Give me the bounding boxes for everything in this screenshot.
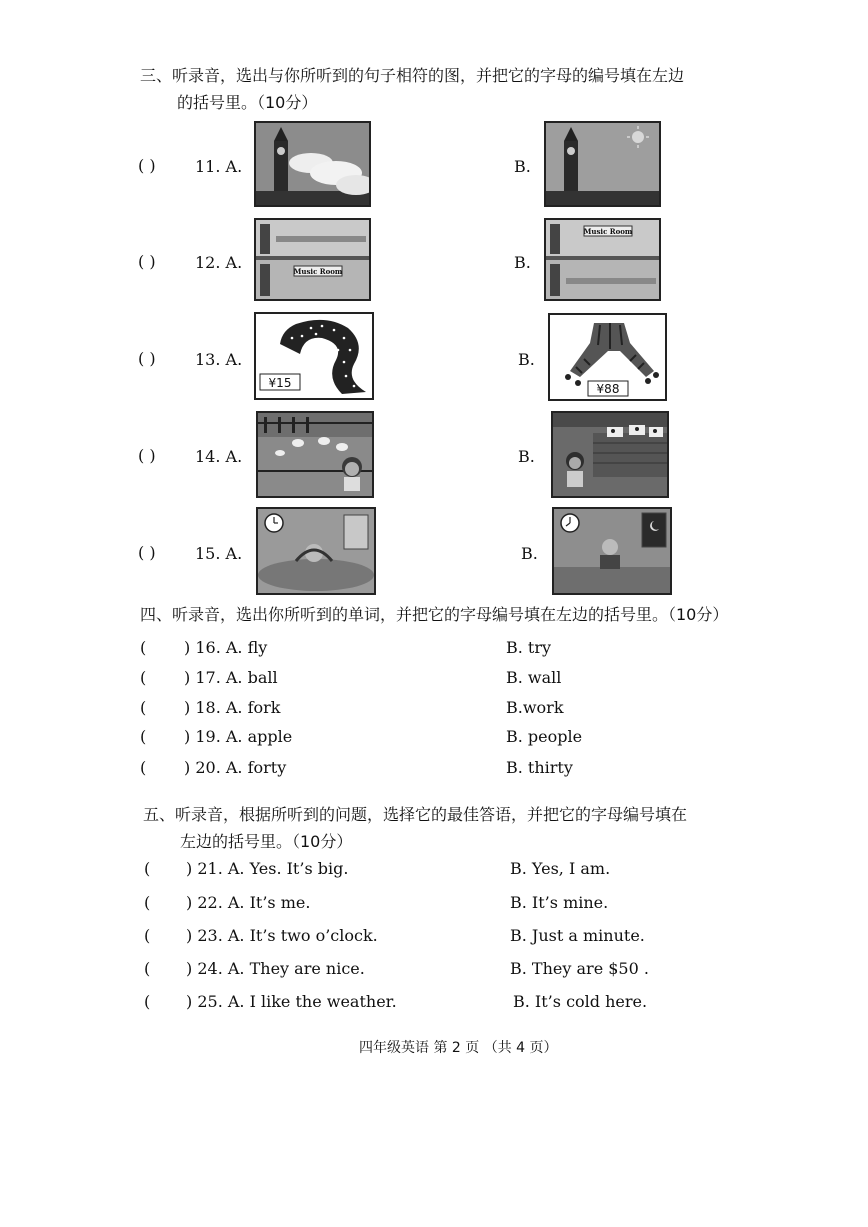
answer-blank-15[interactable]: ( ) — [138, 543, 156, 562]
question-25: ) 25. A. I like the weather. — [186, 992, 397, 1011]
question-19: ) 19. A. apple — [184, 727, 293, 746]
picture-12a-music-room-first-floor — [254, 218, 371, 301]
answer-blank-25[interactable]: ( — [144, 992, 151, 1011]
section-3-title-line2: 的括号里。（10分） — [177, 93, 318, 112]
question-number-15: 15. A. — [195, 544, 243, 563]
option-b-16: B. try — [506, 638, 552, 657]
answer-blank-22[interactable]: ( — [144, 893, 151, 912]
picture-15a-boy-waking-morning — [256, 507, 376, 595]
question-22: ) 22. A. It’s me. — [186, 893, 311, 912]
answer-blank-11[interactable]: ( ) — [138, 156, 156, 175]
option-b-18: B.work — [506, 698, 564, 717]
question-17: ) 17. A. ball — [184, 668, 278, 687]
option-b-21: B. Yes, I am. — [510, 859, 611, 878]
big-ben-cloudy-illustration — [256, 123, 369, 205]
option-b-label-12: B. — [514, 253, 531, 272]
picture-14b-girl-with-cows — [551, 411, 669, 498]
answer-blank-16[interactable]: ( — [140, 638, 147, 657]
option-b-19: B. people — [506, 727, 583, 746]
section-5-title-line2: 左边的括号里。（10分） — [180, 832, 353, 851]
answer-blank-14[interactable]: ( ) — [138, 446, 156, 465]
picture-13a-dotted-scarf — [254, 312, 374, 400]
question-number-12: 12. A. — [195, 253, 243, 272]
answer-blank-18[interactable]: ( — [140, 698, 147, 717]
music-room-sign-a: Music Room — [293, 267, 343, 276]
section-4-heading — [140, 601, 728, 628]
bedroom-night-illustration — [554, 509, 670, 593]
option-b-24: B. They are $50 . — [510, 959, 649, 978]
picture-12b-music-room-second-floor — [544, 218, 661, 301]
picture-13b-striped-scarf — [548, 313, 667, 401]
question-20: ) 20. A. forty — [184, 758, 287, 777]
bedroom-morning-illustration — [258, 509, 374, 593]
question-23: ) 23. A. It’s two o’clock. — [186, 926, 378, 945]
building-floors-illustration — [546, 220, 659, 299]
farm-cows-illustration — [553, 413, 667, 496]
option-b-label-11: B. — [514, 157, 531, 176]
building-floors-illustration — [256, 220, 369, 299]
question-number-11: 11. A. — [195, 157, 243, 176]
big-ben-sunny-illustration — [546, 123, 659, 205]
picture-11b-big-ben-sunny — [544, 121, 661, 207]
option-b-17: B. wall — [506, 668, 562, 687]
answer-blank-21[interactable]: ( — [144, 859, 151, 878]
section-5-title-line1: 五、听录音，根据所听到的问题，选择它的最佳答语，并把它的字母编号填在 — [143, 805, 688, 824]
section-3-title-line1: 三、听录音，选出与你所听到的句子相符的图，并把它的字母的编号填在左边 — [140, 66, 685, 85]
section-3-heading — [140, 62, 684, 116]
striped-scarf-illustration — [550, 315, 665, 399]
answer-blank-17[interactable]: ( — [140, 668, 147, 687]
farm-sheep-illustration — [258, 413, 372, 496]
question-number-13: 13. A. — [195, 350, 243, 369]
option-b-label-15: B. — [521, 544, 538, 563]
option-b-label-13: B. — [518, 350, 535, 369]
page-footer: 四年级英语 第 2 页 （共 4 页） — [359, 1040, 558, 1056]
option-b-22: B. It’s mine. — [510, 893, 609, 912]
answer-blank-23[interactable]: ( — [144, 926, 151, 945]
question-24: ) 24. A. They are nice. — [186, 959, 365, 978]
picture-15b-boy-in-bed-night — [552, 507, 672, 595]
answer-blank-24[interactable]: ( — [144, 959, 151, 978]
option-b-label-14: B. — [518, 447, 535, 466]
section-4-title: 四、听录音，选出你所听到的单词，并把它的字母编号填在左边的括号里。（10分） — [140, 605, 729, 624]
answer-blank-13[interactable]: ( ) — [138, 349, 156, 368]
option-b-23: B. Just a minute. — [510, 926, 645, 945]
question-number-14: 14. A. — [195, 447, 243, 466]
answer-blank-12[interactable]: ( ) — [138, 252, 156, 271]
price-tag-13a: ¥15 — [268, 376, 292, 390]
dotted-scarf-illustration — [256, 314, 372, 398]
picture-14a-girl-with-sheep — [256, 411, 374, 498]
question-18: ) 18. A. fork — [184, 698, 281, 717]
music-room-sign-b: Music Room — [583, 227, 633, 236]
answer-blank-19[interactable]: ( — [140, 727, 147, 746]
picture-11a-big-ben-cloudy — [254, 121, 371, 207]
price-tag-13b: ¥88 — [596, 382, 620, 396]
option-b-25: B. It’s cold here. — [513, 992, 648, 1011]
option-b-20: B. thirty — [506, 758, 573, 777]
answer-blank-20[interactable]: ( — [140, 758, 147, 777]
question-16: ) 16. A. fly — [184, 638, 268, 657]
section-5-heading — [143, 801, 687, 855]
question-21: ) 21. A. Yes. It’s big. — [186, 859, 349, 878]
